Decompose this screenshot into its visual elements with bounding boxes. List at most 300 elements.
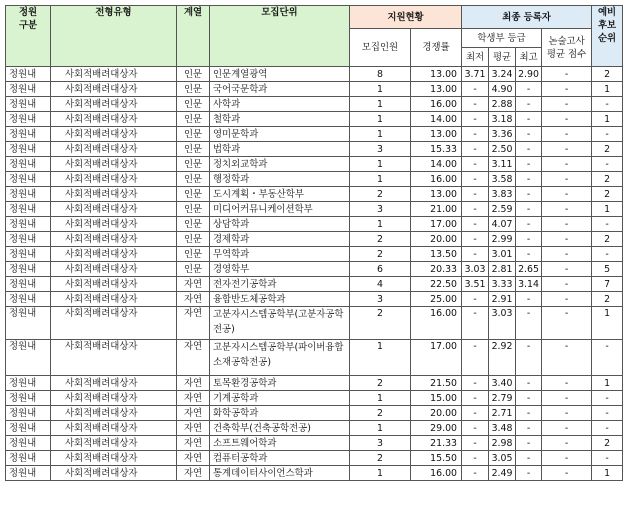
cell-recruit: 6 bbox=[350, 262, 411, 277]
cell-max: - bbox=[516, 406, 542, 421]
cell-min: - bbox=[462, 187, 489, 202]
header-max: 최고 bbox=[516, 48, 542, 67]
cell-max: - bbox=[516, 97, 542, 112]
cell-unit: 고분자시스템공학부(고분자공학전공) bbox=[210, 307, 350, 340]
cell-essay: - bbox=[542, 142, 592, 157]
cell-type: 사회적배려대상자 bbox=[51, 421, 177, 436]
cell-wait: 2 bbox=[592, 187, 623, 202]
cell-ratio: 16.00 bbox=[411, 307, 462, 340]
cell-min: 3.03 bbox=[462, 262, 489, 277]
cell-track: 자연 bbox=[177, 466, 210, 481]
cell-min: - bbox=[462, 340, 489, 376]
cell-quota: 정원내 bbox=[6, 376, 51, 391]
cell-wait: 5 bbox=[592, 262, 623, 277]
cell-unit: 행정학과 bbox=[210, 172, 350, 187]
cell-quota: 정원내 bbox=[6, 292, 51, 307]
cell-wait: - bbox=[592, 97, 623, 112]
cell-type: 사회적배려대상자 bbox=[51, 187, 177, 202]
cell-type: 사회적배려대상자 bbox=[51, 67, 177, 82]
header-min: 최저 bbox=[462, 48, 489, 67]
cell-recruit: 3 bbox=[350, 436, 411, 451]
cell-essay: - bbox=[542, 82, 592, 97]
cell-recruit: 2 bbox=[350, 376, 411, 391]
cell-ratio: 16.00 bbox=[411, 172, 462, 187]
table-row bbox=[6, 340, 623, 376]
cell-unit: 기계공학과 bbox=[210, 391, 350, 406]
header-grade: 학생부 등급 bbox=[462, 29, 542, 48]
cell-recruit: 1 bbox=[350, 112, 411, 127]
cell-recruit: 1 bbox=[350, 340, 411, 376]
cell-avg: 2.50 bbox=[489, 142, 516, 157]
cell-wait: - bbox=[592, 406, 623, 421]
cell-quota: 정원내 bbox=[6, 127, 51, 142]
cell-type: 사회적배려대상자 bbox=[51, 262, 177, 277]
cell-essay: - bbox=[542, 406, 592, 421]
cell-unit: 고분자시스템공학부(파이버융합소재공학전공) bbox=[210, 340, 350, 376]
cell-quota: 정원내 bbox=[6, 436, 51, 451]
cell-ratio: 13.00 bbox=[411, 127, 462, 142]
cell-unit: 철학과 bbox=[210, 112, 350, 127]
cell-min: 3.51 bbox=[462, 277, 489, 292]
cell-avg: 2.79 bbox=[489, 391, 516, 406]
header-recruit: 모집인원 bbox=[350, 29, 411, 67]
cell-quota: 정원내 bbox=[6, 232, 51, 247]
cell-avg: 2.91 bbox=[489, 292, 516, 307]
cell-avg: 2.49 bbox=[489, 466, 516, 481]
cell-avg: 3.83 bbox=[489, 187, 516, 202]
cell-type: 사회적배려대상자 bbox=[51, 112, 177, 127]
cell-type: 사회적배려대상자 bbox=[51, 292, 177, 307]
cell-avg: 2.59 bbox=[489, 202, 516, 217]
cell-quota: 정원내 bbox=[6, 82, 51, 97]
cell-quota: 정원내 bbox=[6, 142, 51, 157]
cell-max: 3.14 bbox=[516, 277, 542, 292]
cell-avg: 2.88 bbox=[489, 97, 516, 112]
cell-type: 사회적배려대상자 bbox=[51, 277, 177, 292]
cell-essay: - bbox=[542, 127, 592, 142]
cell-track: 인문 bbox=[177, 172, 210, 187]
cell-essay: - bbox=[542, 172, 592, 187]
cell-track: 인문 bbox=[177, 262, 210, 277]
cell-type: 사회적배려대상자 bbox=[51, 157, 177, 172]
table-row bbox=[6, 391, 623, 406]
table-row bbox=[6, 82, 623, 97]
cell-max: - bbox=[516, 232, 542, 247]
cell-essay: - bbox=[542, 97, 592, 112]
cell-unit: 융합반도체공학과 bbox=[210, 292, 350, 307]
cell-quota: 정원내 bbox=[6, 391, 51, 406]
cell-wait: 1 bbox=[592, 376, 623, 391]
cell-track: 인문 bbox=[177, 127, 210, 142]
cell-min: - bbox=[462, 376, 489, 391]
cell-track: 자연 bbox=[177, 307, 210, 340]
cell-min: - bbox=[462, 232, 489, 247]
cell-recruit: 3 bbox=[350, 142, 411, 157]
cell-ratio: 20.33 bbox=[411, 262, 462, 277]
cell-track: 자연 bbox=[177, 376, 210, 391]
cell-essay: - bbox=[542, 112, 592, 127]
table-row bbox=[6, 202, 623, 217]
cell-quota: 정원내 bbox=[6, 421, 51, 436]
cell-type: 사회적배려대상자 bbox=[51, 451, 177, 466]
cell-unit: 소프트웨어학과 bbox=[210, 436, 350, 451]
table-row bbox=[6, 67, 623, 82]
cell-recruit: 1 bbox=[350, 82, 411, 97]
table-row bbox=[6, 307, 623, 340]
cell-avg: 3.58 bbox=[489, 172, 516, 187]
cell-ratio: 20.00 bbox=[411, 232, 462, 247]
cell-ratio: 17.00 bbox=[411, 217, 462, 232]
cell-track: 자연 bbox=[177, 421, 210, 436]
cell-quota: 정원내 bbox=[6, 187, 51, 202]
cell-max: - bbox=[516, 436, 542, 451]
cell-track: 자연 bbox=[177, 391, 210, 406]
cell-avg: 3.03 bbox=[489, 307, 516, 340]
cell-max: 2.65 bbox=[516, 262, 542, 277]
cell-type: 사회적배려대상자 bbox=[51, 466, 177, 481]
cell-avg: 2.81 bbox=[489, 262, 516, 277]
cell-essay: - bbox=[542, 292, 592, 307]
cell-track: 자연 bbox=[177, 436, 210, 451]
cell-recruit: 1 bbox=[350, 127, 411, 142]
cell-wait: - bbox=[592, 391, 623, 406]
table-row bbox=[6, 466, 623, 481]
cell-wait: 1 bbox=[592, 112, 623, 127]
cell-avg: 2.99 bbox=[489, 232, 516, 247]
cell-min: - bbox=[462, 292, 489, 307]
cell-essay: - bbox=[542, 187, 592, 202]
cell-type: 사회적배려대상자 bbox=[51, 307, 177, 340]
table-row bbox=[6, 262, 623, 277]
cell-unit: 건축학부(건축공학전공) bbox=[210, 421, 350, 436]
cell-wait: 1 bbox=[592, 466, 623, 481]
cell-essay: - bbox=[542, 217, 592, 232]
cell-wait: 7 bbox=[592, 277, 623, 292]
cell-essay: - bbox=[542, 466, 592, 481]
cell-track: 자연 bbox=[177, 277, 210, 292]
cell-wait: - bbox=[592, 247, 623, 262]
cell-quota: 정원내 bbox=[6, 172, 51, 187]
cell-essay: - bbox=[542, 277, 592, 292]
cell-type: 사회적배려대상자 bbox=[51, 202, 177, 217]
cell-min: - bbox=[462, 466, 489, 481]
cell-recruit: 1 bbox=[350, 466, 411, 481]
cell-max: - bbox=[516, 391, 542, 406]
table-row bbox=[6, 451, 623, 466]
table-row bbox=[6, 172, 623, 187]
table-row bbox=[6, 436, 623, 451]
cell-track: 자연 bbox=[177, 292, 210, 307]
cell-ratio: 16.00 bbox=[411, 466, 462, 481]
cell-recruit: 2 bbox=[350, 451, 411, 466]
cell-quota: 정원내 bbox=[6, 112, 51, 127]
cell-wait: 2 bbox=[592, 232, 623, 247]
cell-quota: 정원내 bbox=[6, 451, 51, 466]
header-avg: 평균 bbox=[489, 48, 516, 67]
cell-recruit: 1 bbox=[350, 172, 411, 187]
cell-type: 사회적배려대상자 bbox=[51, 172, 177, 187]
cell-avg: 3.05 bbox=[489, 451, 516, 466]
table-row bbox=[6, 277, 623, 292]
cell-track: 인문 bbox=[177, 247, 210, 262]
cell-ratio: 22.50 bbox=[411, 277, 462, 292]
cell-avg: 3.01 bbox=[489, 247, 516, 262]
cell-recruit: 2 bbox=[350, 232, 411, 247]
cell-min: - bbox=[462, 157, 489, 172]
cell-max: - bbox=[516, 292, 542, 307]
cell-min: - bbox=[462, 82, 489, 97]
cell-track: 인문 bbox=[177, 217, 210, 232]
cell-type: 사회적배려대상자 bbox=[51, 232, 177, 247]
cell-max: - bbox=[516, 112, 542, 127]
cell-quota: 정원내 bbox=[6, 202, 51, 217]
table-row bbox=[6, 292, 623, 307]
cell-max: - bbox=[516, 307, 542, 340]
cell-unit: 사학과 bbox=[210, 97, 350, 112]
cell-ratio: 13.00 bbox=[411, 82, 462, 97]
header-apply: 지원현황 bbox=[350, 6, 462, 29]
cell-ratio: 17.00 bbox=[411, 340, 462, 376]
cell-unit: 경제학과 bbox=[210, 232, 350, 247]
table-row bbox=[6, 112, 623, 127]
cell-quota: 정원내 bbox=[6, 157, 51, 172]
cell-min: - bbox=[462, 127, 489, 142]
cell-track: 인문 bbox=[177, 67, 210, 82]
cell-type: 사회적배려대상자 bbox=[51, 406, 177, 421]
cell-unit: 경영학부 bbox=[210, 262, 350, 277]
cell-max: - bbox=[516, 187, 542, 202]
table-row bbox=[6, 247, 623, 262]
table-row bbox=[6, 127, 623, 142]
cell-recruit: 1 bbox=[350, 97, 411, 112]
header-final: 최종 등록자 bbox=[462, 6, 592, 29]
cell-track: 자연 bbox=[177, 340, 210, 376]
cell-type: 사회적배려대상자 bbox=[51, 391, 177, 406]
cell-ratio: 14.00 bbox=[411, 157, 462, 172]
table-row bbox=[6, 97, 623, 112]
cell-min: - bbox=[462, 307, 489, 340]
cell-avg: 3.48 bbox=[489, 421, 516, 436]
admissions-table bbox=[5, 5, 623, 481]
cell-max: - bbox=[516, 172, 542, 187]
cell-ratio: 13.00 bbox=[411, 187, 462, 202]
cell-quota: 정원내 bbox=[6, 340, 51, 376]
cell-wait: 2 bbox=[592, 436, 623, 451]
cell-unit: 법학과 bbox=[210, 142, 350, 157]
cell-quota: 정원내 bbox=[6, 67, 51, 82]
cell-type: 사회적배려대상자 bbox=[51, 82, 177, 97]
cell-unit: 영미문학과 bbox=[210, 127, 350, 142]
header-track: 계열 bbox=[177, 6, 210, 67]
cell-track: 인문 bbox=[177, 142, 210, 157]
cell-min: - bbox=[462, 436, 489, 451]
cell-unit: 컴퓨터공학과 bbox=[210, 451, 350, 466]
cell-ratio: 15.00 bbox=[411, 391, 462, 406]
cell-max: - bbox=[516, 82, 542, 97]
cell-recruit: 3 bbox=[350, 202, 411, 217]
cell-essay: - bbox=[542, 262, 592, 277]
cell-unit: 국어국문학과 bbox=[210, 82, 350, 97]
cell-track: 인문 bbox=[177, 97, 210, 112]
cell-type: 사회적배려대상자 bbox=[51, 436, 177, 451]
cell-min: - bbox=[462, 142, 489, 157]
cell-unit: 도시계획・부동산학부 bbox=[210, 187, 350, 202]
cell-avg: 3.18 bbox=[489, 112, 516, 127]
cell-quota: 정원내 bbox=[6, 466, 51, 481]
header-type: 전형유형 bbox=[51, 6, 177, 67]
cell-track: 인문 bbox=[177, 187, 210, 202]
cell-avg: 2.71 bbox=[489, 406, 516, 421]
cell-max: 2.90 bbox=[516, 67, 542, 82]
cell-quota: 정원내 bbox=[6, 97, 51, 112]
cell-ratio: 21.50 bbox=[411, 376, 462, 391]
cell-wait: 1 bbox=[592, 202, 623, 217]
table-row bbox=[6, 187, 623, 202]
table-row bbox=[6, 376, 623, 391]
cell-type: 사회적배려대상자 bbox=[51, 97, 177, 112]
cell-unit: 통계데이터사이언스학과 bbox=[210, 466, 350, 481]
cell-min: - bbox=[462, 391, 489, 406]
cell-track: 인문 bbox=[177, 82, 210, 97]
table-row bbox=[6, 142, 623, 157]
cell-unit: 인문계열광역 bbox=[210, 67, 350, 82]
cell-wait: 2 bbox=[592, 172, 623, 187]
cell-avg: 2.98 bbox=[489, 436, 516, 451]
cell-max: - bbox=[516, 142, 542, 157]
cell-max: - bbox=[516, 217, 542, 232]
cell-wait: - bbox=[592, 451, 623, 466]
cell-max: - bbox=[516, 421, 542, 436]
header-ratio: 경쟁률 bbox=[411, 29, 462, 67]
cell-min: - bbox=[462, 421, 489, 436]
cell-wait: - bbox=[592, 217, 623, 232]
cell-recruit: 4 bbox=[350, 277, 411, 292]
cell-wait: - bbox=[592, 340, 623, 376]
cell-min: - bbox=[462, 112, 489, 127]
cell-min: - bbox=[462, 451, 489, 466]
cell-wait: 2 bbox=[592, 67, 623, 82]
cell-max: - bbox=[516, 127, 542, 142]
cell-essay: - bbox=[542, 436, 592, 451]
cell-essay: - bbox=[542, 391, 592, 406]
cell-min: 3.71 bbox=[462, 67, 489, 82]
cell-ratio: 16.00 bbox=[411, 97, 462, 112]
cell-recruit: 1 bbox=[350, 157, 411, 172]
header-unit: 모집단위 bbox=[210, 6, 350, 67]
cell-wait: 1 bbox=[592, 307, 623, 340]
header-waitlist: 예비 후보 순위 bbox=[592, 6, 623, 67]
cell-track: 자연 bbox=[177, 451, 210, 466]
cell-unit: 상담학과 bbox=[210, 217, 350, 232]
cell-type: 사회적배려대상자 bbox=[51, 142, 177, 157]
cell-recruit: 2 bbox=[350, 187, 411, 202]
cell-max: - bbox=[516, 451, 542, 466]
table-row bbox=[6, 157, 623, 172]
cell-recruit: 8 bbox=[350, 67, 411, 82]
table-row bbox=[6, 232, 623, 247]
cell-max: - bbox=[516, 466, 542, 481]
cell-essay: - bbox=[542, 340, 592, 376]
cell-min: - bbox=[462, 217, 489, 232]
cell-ratio: 20.00 bbox=[411, 406, 462, 421]
table-row bbox=[6, 217, 623, 232]
cell-ratio: 21.00 bbox=[411, 202, 462, 217]
cell-recruit: 1 bbox=[350, 421, 411, 436]
cell-essay: - bbox=[542, 451, 592, 466]
cell-type: 사회적배려대상자 bbox=[51, 340, 177, 376]
cell-essay: - bbox=[542, 376, 592, 391]
cell-ratio: 14.00 bbox=[411, 112, 462, 127]
cell-track: 인문 bbox=[177, 112, 210, 127]
cell-min: - bbox=[462, 247, 489, 262]
table-row bbox=[6, 406, 623, 421]
cell-ratio: 13.00 bbox=[411, 67, 462, 82]
cell-ratio: 15.33 bbox=[411, 142, 462, 157]
cell-max: - bbox=[516, 157, 542, 172]
cell-recruit: 2 bbox=[350, 307, 411, 340]
cell-wait: - bbox=[592, 421, 623, 436]
cell-wait: 2 bbox=[592, 292, 623, 307]
cell-recruit: 2 bbox=[350, 247, 411, 262]
cell-quota: 정원내 bbox=[6, 277, 51, 292]
cell-quota: 정원내 bbox=[6, 307, 51, 340]
cell-avg: 3.40 bbox=[489, 376, 516, 391]
cell-track: 자연 bbox=[177, 406, 210, 421]
cell-wait: - bbox=[592, 157, 623, 172]
cell-wait: - bbox=[592, 127, 623, 142]
cell-avg: 3.33 bbox=[489, 277, 516, 292]
cell-max: - bbox=[516, 202, 542, 217]
cell-wait: 2 bbox=[592, 142, 623, 157]
cell-ratio: 25.00 bbox=[411, 292, 462, 307]
cell-type: 사회적배려대상자 bbox=[51, 247, 177, 262]
cell-max: - bbox=[516, 247, 542, 262]
cell-avg: 3.11 bbox=[489, 157, 516, 172]
cell-ratio: 21.33 bbox=[411, 436, 462, 451]
cell-unit: 미디어커뮤니케이션학부 bbox=[210, 202, 350, 217]
cell-type: 사회적배려대상자 bbox=[51, 127, 177, 142]
cell-ratio: 15.50 bbox=[411, 451, 462, 466]
cell-unit: 전자전기공학과 bbox=[210, 277, 350, 292]
header-essay: 논술고사 평균 점수 bbox=[542, 29, 592, 67]
cell-essay: - bbox=[542, 247, 592, 262]
cell-min: - bbox=[462, 97, 489, 112]
cell-track: 인문 bbox=[177, 232, 210, 247]
cell-avg: 3.36 bbox=[489, 127, 516, 142]
cell-avg: 2.92 bbox=[489, 340, 516, 376]
cell-ratio: 13.50 bbox=[411, 247, 462, 262]
cell-essay: - bbox=[542, 157, 592, 172]
header-quota: 정원 구분 bbox=[6, 6, 51, 67]
cell-avg: 4.07 bbox=[489, 217, 516, 232]
cell-avg: 3.24 bbox=[489, 67, 516, 82]
cell-wait: 1 bbox=[592, 82, 623, 97]
cell-recruit: 1 bbox=[350, 391, 411, 406]
cell-track: 인문 bbox=[177, 157, 210, 172]
cell-unit: 무역학과 bbox=[210, 247, 350, 262]
table-row bbox=[6, 421, 623, 436]
cell-max: - bbox=[516, 376, 542, 391]
cell-essay: - bbox=[542, 67, 592, 82]
cell-avg: 4.90 bbox=[489, 82, 516, 97]
cell-quota: 정원내 bbox=[6, 217, 51, 232]
cell-max: - bbox=[516, 340, 542, 376]
cell-recruit: 1 bbox=[350, 217, 411, 232]
cell-unit: 화학공학과 bbox=[210, 406, 350, 421]
cell-recruit: 3 bbox=[350, 292, 411, 307]
cell-ratio: 29.00 bbox=[411, 421, 462, 436]
cell-unit: 정치외교학과 bbox=[210, 157, 350, 172]
